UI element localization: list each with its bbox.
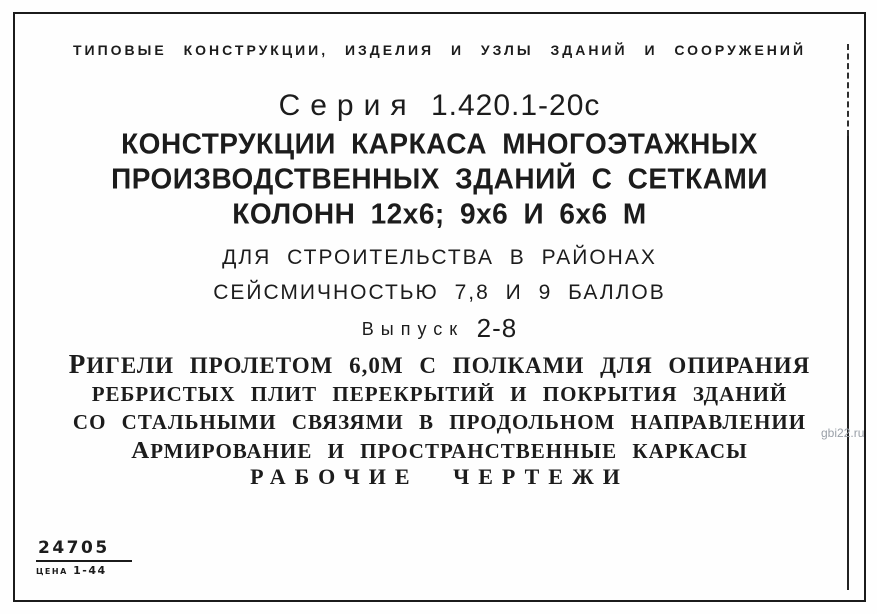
- site-watermark: gbi22.ru: [821, 426, 865, 440]
- description-line-1: РИГЕЛИ ПРОЛЕТОМ 6,0М С ПОЛКАМИ ДЛЯ ОПИРАНИЯ: [68, 349, 811, 379]
- seismic-region-line-1: ДЛЯ СТРОИТЕЛЬСТВА В РАЙОНАХ: [222, 246, 657, 269]
- series-line: [13, 89, 866, 123]
- issue-line: [13, 313, 866, 344]
- issue-label: Выпуск: [361, 319, 465, 339]
- description-line-3: СО СТАЛЬНЫМИ СВЯЗЯМИ В ПРОДОЛЬНОМ НАПРАВЛЕНИИ: [72, 410, 807, 434]
- series-number: 1.420.1-20с: [430, 89, 601, 122]
- series-label: Серия: [278, 89, 417, 122]
- seismic-region-line-2: СЕЙСМИЧНОСТЬЮ 7,8 И 9 БАЛЛОВ: [213, 281, 666, 304]
- price-label: цена 1-44: [36, 564, 107, 577]
- title-line-2: ПРОИЗВОДСТВЕННЫХ ЗДАНИЙ С СЕТКАМИ: [111, 162, 768, 195]
- title-line-1: КОНСТРУКЦИИ КАРКАСА МНОГОЭТАЖНЫХ: [121, 127, 758, 160]
- catalog-number: 24705: [36, 538, 132, 562]
- document-category-line: ТИПОВЫЕ КОНСТРУКЦИИ, ИЗДЕЛИЯ И УЗЛЫ ЗДАНИЙ И СООРУЖЕНИЙ: [72, 42, 807, 58]
- description-line-2: РЕБРИСТЫХ ПЛИТ ПЕРЕКРЫТИЙ И ПОКРЫТИЯ ЗДАНИЙ: [91, 382, 788, 406]
- description-line-4: АРМИРОВАНИЕ И ПРОСТРАНСТВЕННЫЕ КАРКАСЫ: [131, 437, 748, 464]
- working-drawings-line: РАБОЧИЕ ЧЕРТЕЖИ: [250, 464, 629, 489]
- catalog-stamp: [36, 538, 132, 577]
- title-line-3: КОЛОНН 12х6; 9х6 И 6х6 М: [232, 197, 647, 230]
- issue-number: 2-8: [476, 313, 518, 343]
